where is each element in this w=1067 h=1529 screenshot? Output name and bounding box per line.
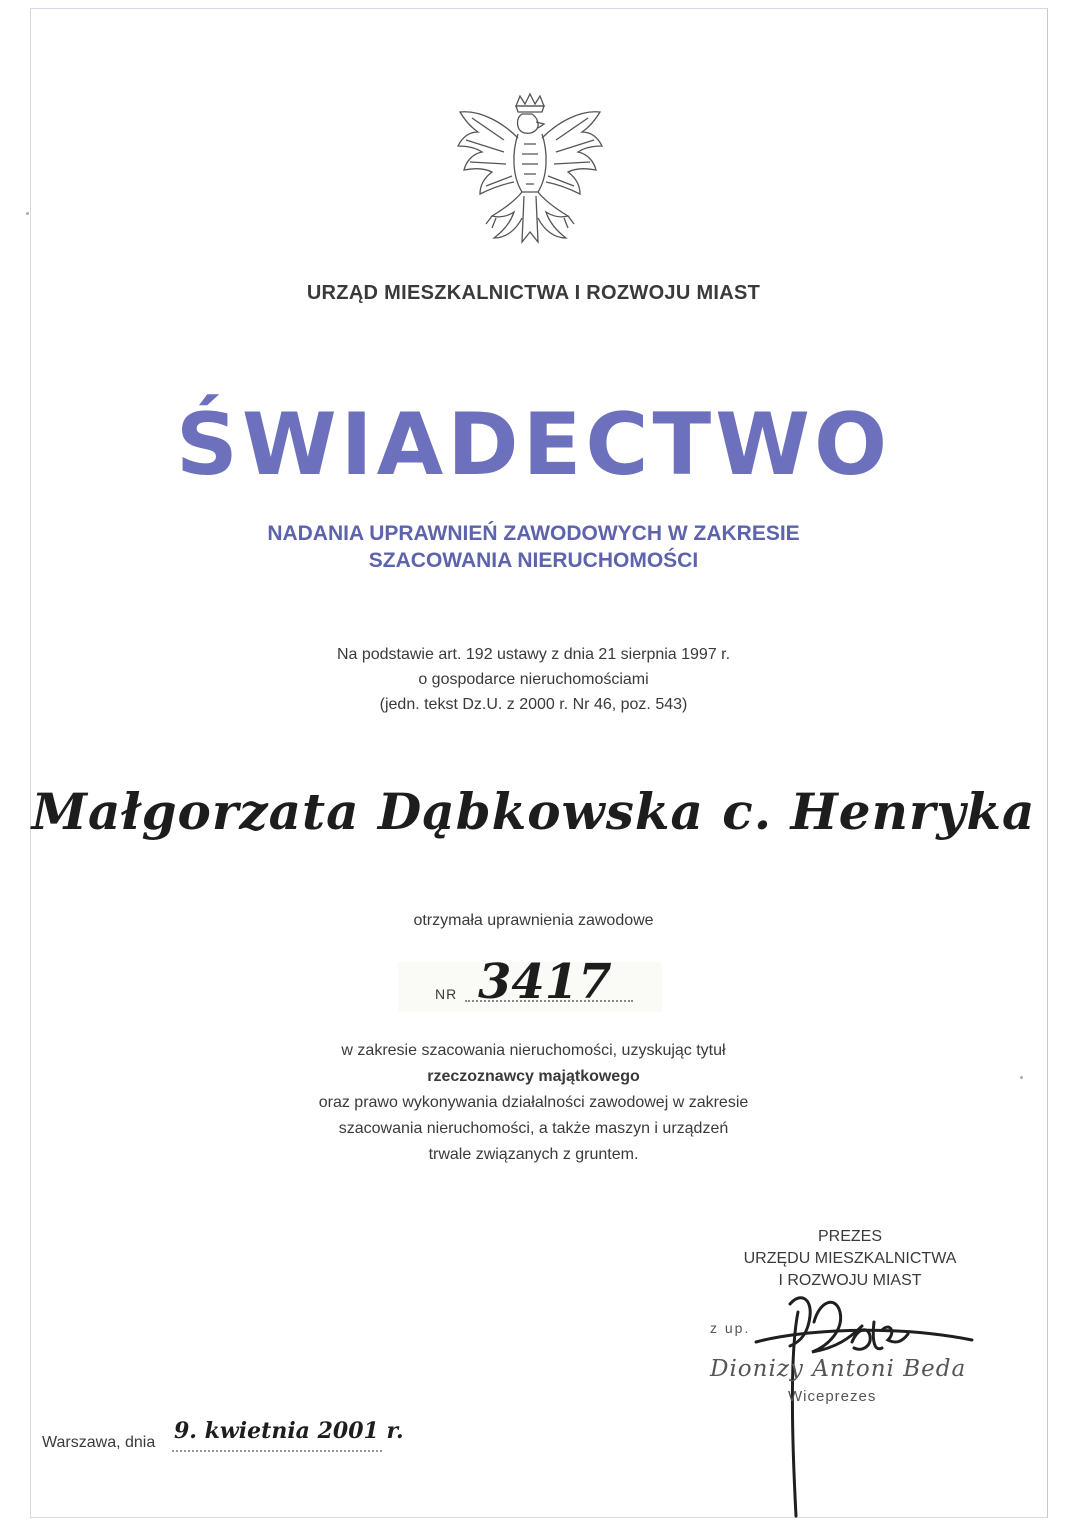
legal-basis-line-2: o gospodarce nieruchomościami bbox=[418, 671, 649, 688]
scope-line-3: oraz prawo wykonywania działalności zawodowej w zakresie bbox=[318, 1094, 749, 1111]
legal-basis-line-1: Na podstawie art. 192 ustawy z dnia 21 sierpnia 1997 r. bbox=[336, 646, 731, 663]
issue-date: 9. kwietnia 2001 r. bbox=[174, 1418, 404, 1444]
scope-line-4: szacowania nieruchomości, a także maszyn i urządzeń bbox=[338, 1120, 729, 1137]
signer-role: Wiceprezes bbox=[788, 1388, 877, 1405]
legal-basis bbox=[0, 642, 1067, 717]
license-number-label: NR bbox=[435, 986, 458, 1002]
place-label: Warszawa, dnia bbox=[42, 1434, 156, 1451]
scope-line-1: w zakresie szacowania nieruchomości, uzyskując tytuł bbox=[341, 1042, 726, 1059]
document-title: ŚWIADECTWO bbox=[175, 395, 892, 495]
signatory-line-2: URZĘDU MIESZKALNICTWA bbox=[743, 1250, 957, 1267]
scope-text bbox=[0, 1038, 1067, 1168]
on-behalf-label: z up. bbox=[710, 1320, 751, 1336]
signer-name: Dionizy Antoni Beda bbox=[710, 1356, 967, 1382]
signatory-line-3: I ROZWOJU MIAST bbox=[778, 1272, 922, 1289]
subtitle-line-2: SZACOWANIA NIERUCHOMOŚCI bbox=[368, 549, 699, 572]
document-subtitle bbox=[0, 520, 1067, 574]
paper-speck bbox=[26, 212, 29, 215]
license-number: 3417 bbox=[478, 954, 612, 1010]
office-name: URZĄD MIESZKALNICTWA I ROZWOJU MIAST bbox=[306, 282, 761, 304]
received-text: otrzymała uprawnienia zawodowe bbox=[413, 912, 654, 929]
subtitle-line-1: NADANIA UPRAWNIEŃ ZAWODOWYCH W ZAKRESIE bbox=[267, 522, 800, 545]
professional-title: rzeczoznawcy majątkowego bbox=[427, 1068, 640, 1085]
legal-basis-line-3: (jedn. tekst Dz.U. z 2000 r. Nr 46, poz. 543) bbox=[379, 696, 688, 713]
scope-line-5: trwale związanych z gruntem. bbox=[428, 1146, 639, 1163]
signatory-line-1: PREZES bbox=[817, 1228, 882, 1245]
polish-eagle-emblem-icon bbox=[452, 92, 608, 252]
paper-speck bbox=[1020, 1076, 1023, 1079]
holder-name: Małgorzata Dąbkowska c. Henryka bbox=[31, 782, 1036, 841]
